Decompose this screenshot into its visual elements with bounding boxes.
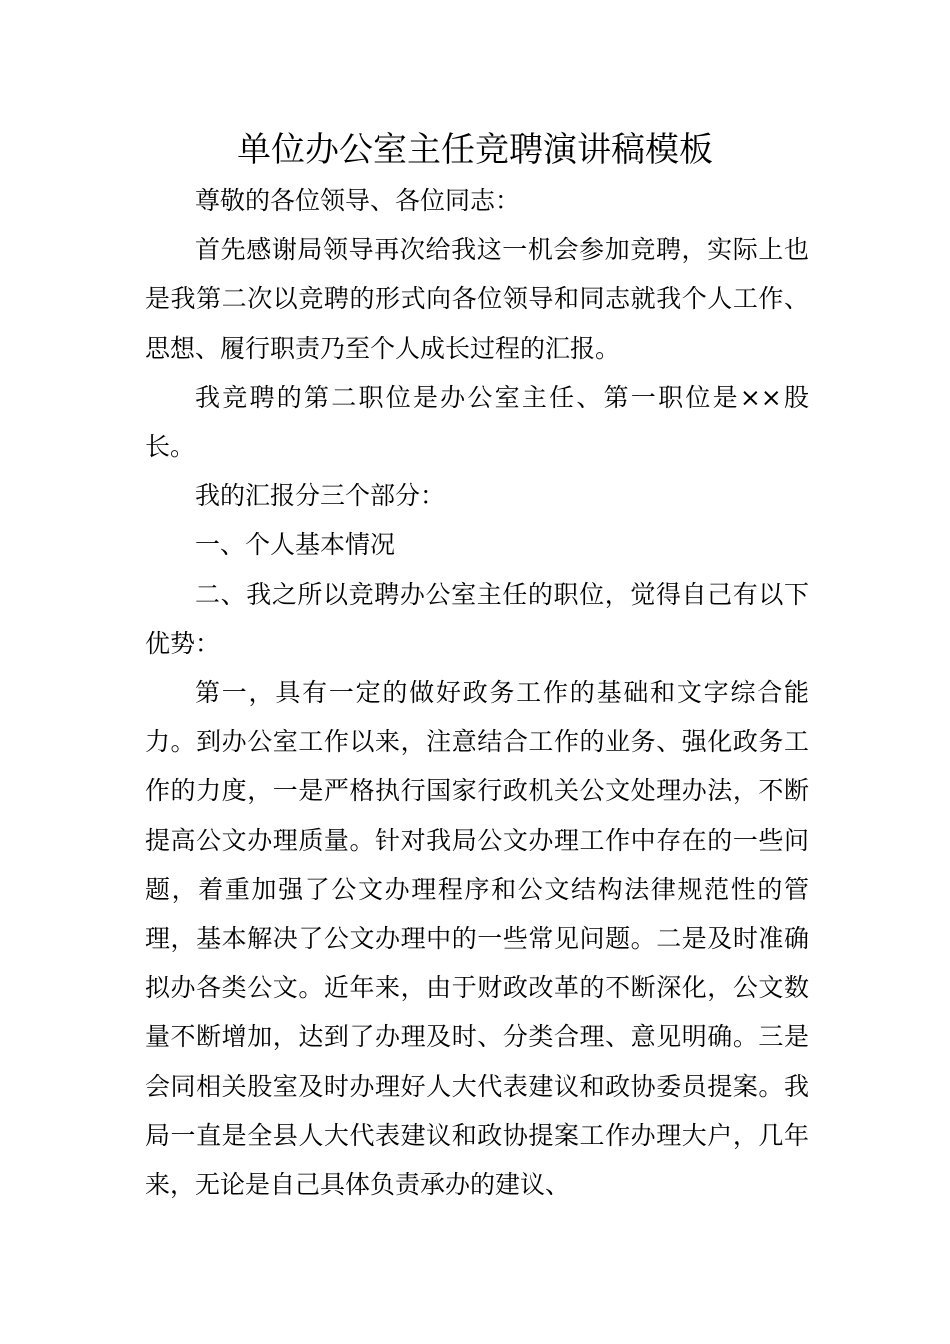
body-paragraph: 第一，具有一定的做好政务工作的基础和文字综合能力。到办公室工作以来，注意结合工作的业务、强化政务工作的力度，一是严格执行国家行政机关公文处理办法，不断提高公文办理质量。针对我局公文办理工作中存在的一些问题，着重加强了公文办理程序和公文结构法律规范性的管理，基本解决了公文办理中的一些常见问题。二是及时准确拟办各类公文。近年来，由于财政改革的不断深化，公文数量不断增加，达到了办理及时、分类合理、意见明确。三是会同相关股室及时办理好人大代表建议和政协委员提案。我局一直是全县人大代表建议和政协提案工作办理大户，几年来，无论是自己具体负责承办的建议、: [145, 678, 809, 1200]
body-paragraph: 我竞聘的第二职位是办公室主任、第一职位是××股长。: [145, 382, 809, 462]
body-paragraph: 我的汇报分三个部分：: [195, 481, 446, 511]
section-heading: 二、我之所以竞聘办公室主任的职位，觉得自己有以下优势：: [145, 579, 809, 658]
salutation-paragraph: 尊敬的各位领导、各位同志：: [195, 186, 521, 215]
document-body: [145, 176, 809, 1209]
document-title: 单位办公室主任竞聘演讲稿模板: [237, 130, 713, 170]
section-heading: 一、个人基本情况: [195, 530, 396, 560]
body-paragraph: 首先感谢局领导再次给我这一机会参加竞聘，实际上也是我第二次以竞聘的形式向各位领导和同志就我个人工作、思想、履行职责乃至个人成长过程的汇报。: [145, 235, 809, 363]
